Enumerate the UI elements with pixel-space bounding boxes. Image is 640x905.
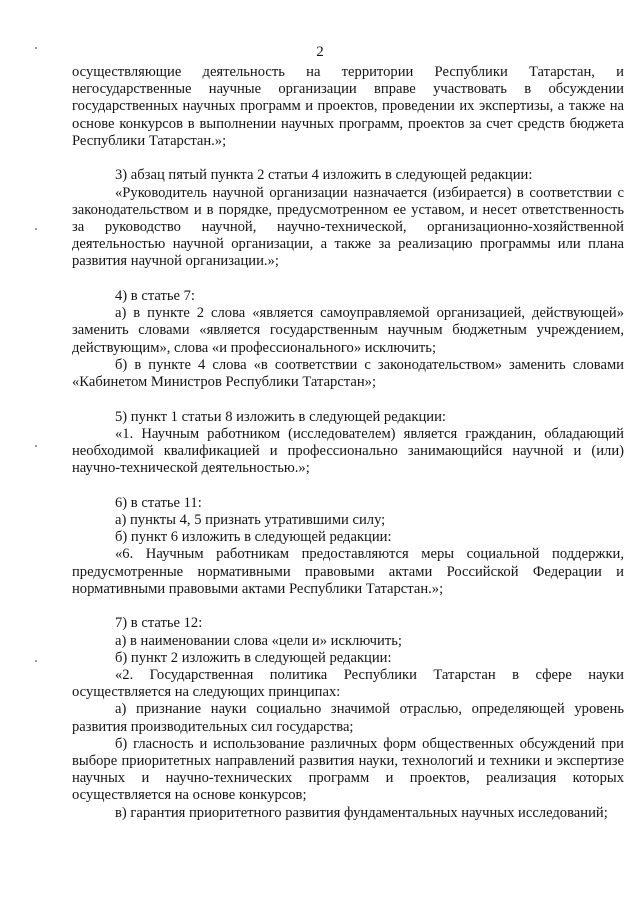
paragraph-item-4a: а) в пункте 2 слова «является самоуправляемой организацией, действующей» заменить словами «является государственным научным бюджетным учреждением, действующим», слова «и профессионального» исключить; [72, 305, 624, 356]
paragraph-item-5: 5) пункт 1 статьи 8 изложить в следующей редакции: [115, 408, 446, 425]
paragraph-item-4b: б) в пункте 4 слова «в соответствии с законодательством» заменить словами «Кабинетом Министров Республики Татарстан»; [72, 356, 624, 391]
paragraph-principle-a: а) признание науки социально значимой отраслью, определяющей уровень развития производительных сил государства; [72, 701, 624, 735]
scan-speck [35, 445, 37, 447]
scan-speck [35, 228, 37, 230]
paragraph-quote-5: «1. Научным работником (исследователем) является гражданин, обладающий необходимой квалификацией и профессионально занимающийся научной и (или) научно-технической деятельностью.»; [72, 425, 624, 477]
paragraph-quote-3: «Руководитель научной организации назначается (избирается) в соответствии с законодательством и в порядке, предусмотренном ее уставом, и несет ответственность за руководство научной, научно-технической, организационно-хозяйственной деятельностью научной организации, а также за реализацию программы или плана развития научной организации.»; [72, 184, 624, 270]
paragraph-principle-b: б) гласность и использование различных форм общественных обсуждений при выборе приоритетных направлений развития науки, технологий и техники и экспертизе научных и научно-технических программ и проектов, реализация которых осуществляется на основе конкурсов; [72, 735, 624, 804]
paragraph-item-7: 7) в статье 12: [115, 615, 203, 632]
paragraph-item-7b: б) пункт 2 изложить в следующей редакции: [115, 649, 392, 666]
page-number: 2 [316, 44, 324, 60]
document-body [72, 64, 624, 822]
paragraph-item-6: 6) в статье 11: [115, 494, 202, 511]
scan-speck [35, 660, 37, 662]
scan-speck [35, 47, 37, 49]
paragraph-item-6b: б) пункт 6 изложить в следующей редакции: [115, 529, 392, 546]
paragraph-continuation: осуществляющие деятельность на территории Республики Татарстан, и негосударственные научные организации вправе участвовать в обсуждении государственных научных программ и проектов, проведении их экспертизы, а также на основе конкурсов в выполнении научных программ, проектов за счет средств бюджета Республики Татарстан.»; [72, 64, 624, 149]
paragraph-quote-6: «6. Научным работникам предоставляются меры социальной поддержки, предусмотренные нормативными правовыми актами Российской Федерации и нормативными правовыми актами Республики Татарстан.»; [72, 546, 624, 597]
paragraph-principle-c: в) гарантия приоритетного развития фундаментальных научных исследований; [115, 804, 608, 821]
paragraph-item-3: 3) абзац пятый пункта 2 статьи 4 изложить в следующей редакции: [115, 167, 533, 184]
paragraph-item-4: 4) в статье 7: [115, 288, 195, 305]
paragraph-item-7a: а) в наименовании слова «цели и» исключить; [115, 632, 402, 649]
paragraph-item-6a: а) пункты 4, 5 признать утратившими силу; [115, 512, 386, 529]
paragraph-quote-7: «2. Государственная политика Республики Татарстан в сфере науки осуществляется на следующих принципах: [72, 667, 624, 701]
